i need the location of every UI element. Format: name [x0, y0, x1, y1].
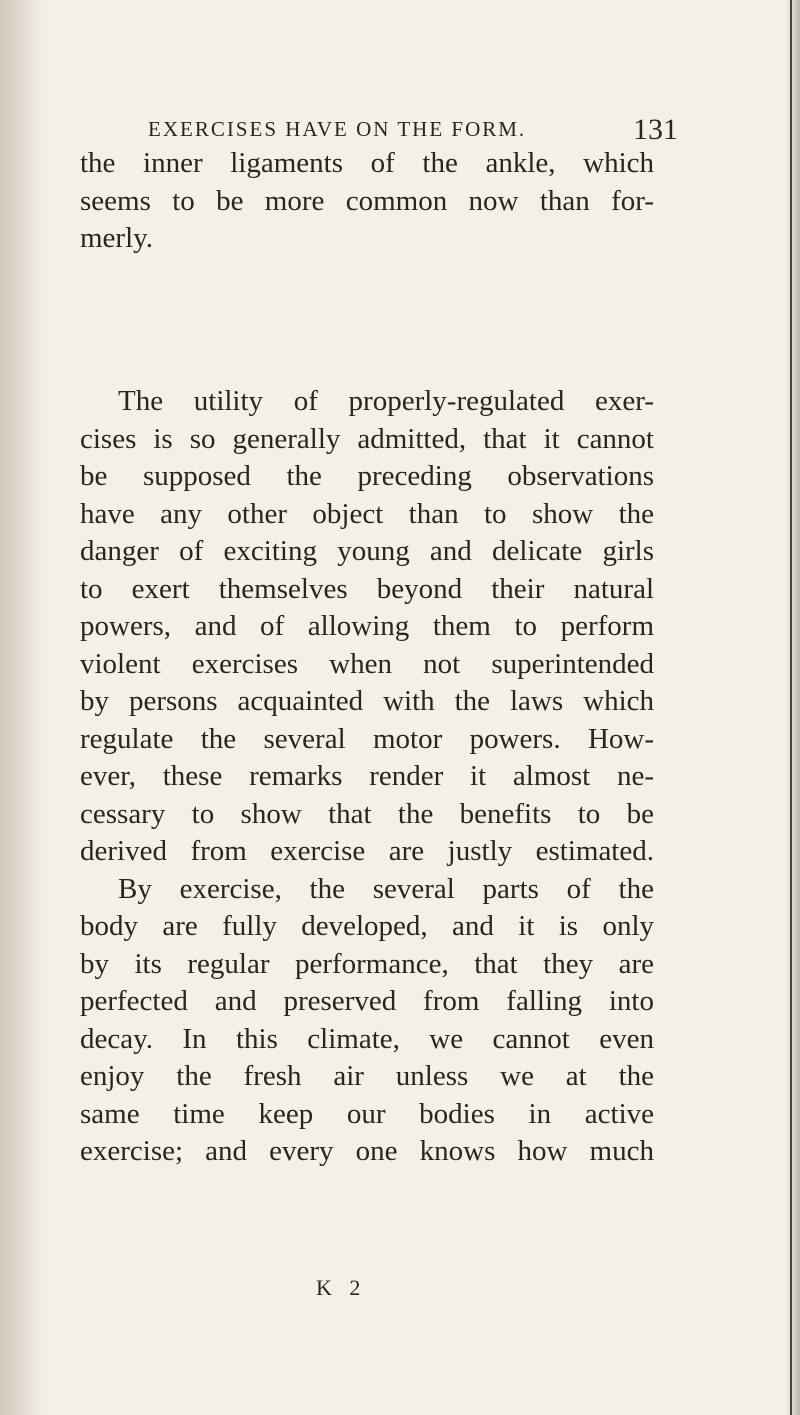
text-line: By exercise, the several parts of the	[118, 872, 654, 905]
running-title: EXERCISES HAVE ON THE FORM.	[148, 117, 527, 141]
page-gutter-shadow	[0, 0, 42, 1415]
text-line: by its regular performance, that they are	[80, 947, 654, 980]
paragraph-main	[80, 383, 654, 1171]
text-line: seems to be more common now than for-	[80, 184, 654, 217]
text-line: danger of exciting young and delicate girls	[80, 535, 654, 567]
paragraph-continuation	[80, 145, 654, 258]
text-line: derived from exercise are justly estimated.	[80, 835, 654, 867]
text-line: ever, these remarks render it almost ne-	[80, 760, 654, 792]
text-line: be supposed the preceding observations	[80, 460, 654, 492]
text-line: have any other object than to show the	[80, 497, 654, 530]
text-line: The utility of properly-regulated exer-	[118, 385, 654, 417]
text-line: enjoy the fresh air unless we at the	[80, 1060, 654, 1092]
text-line: merly.	[80, 222, 154, 254]
text-line: to exert themselves beyond their natural	[80, 572, 654, 605]
page-edge-shadow	[786, 0, 800, 1415]
text-line: perfected and preserved from falling into	[80, 985, 654, 1017]
text-line: violent exercises when not superintended	[80, 647, 654, 680]
text-line: powers, and of allowing them to perform	[80, 610, 654, 642]
text-line: same time keep our bodies in active	[80, 1097, 654, 1130]
text-line: exercise; and every one knows how much	[80, 1135, 654, 1167]
page-edge-line	[790, 0, 792, 1415]
text-line: regulate the several motor powers. How-	[80, 722, 654, 755]
text-line: decay. In this climate, we cannot even	[80, 1022, 654, 1055]
text-line: body are fully developed, and it is only	[80, 910, 654, 942]
text-line: cessary to show that the benefits to be	[80, 797, 654, 830]
text-line: the inner ligaments of the ankle, which	[80, 147, 654, 179]
text-line: cises is so generally admitted, that it cannot	[80, 422, 654, 455]
page-number: 131	[633, 113, 678, 146]
text-line: by persons acquainted with the laws which	[80, 685, 654, 717]
signature-mark: K 2	[316, 1275, 367, 1300]
running-head	[148, 113, 678, 149]
